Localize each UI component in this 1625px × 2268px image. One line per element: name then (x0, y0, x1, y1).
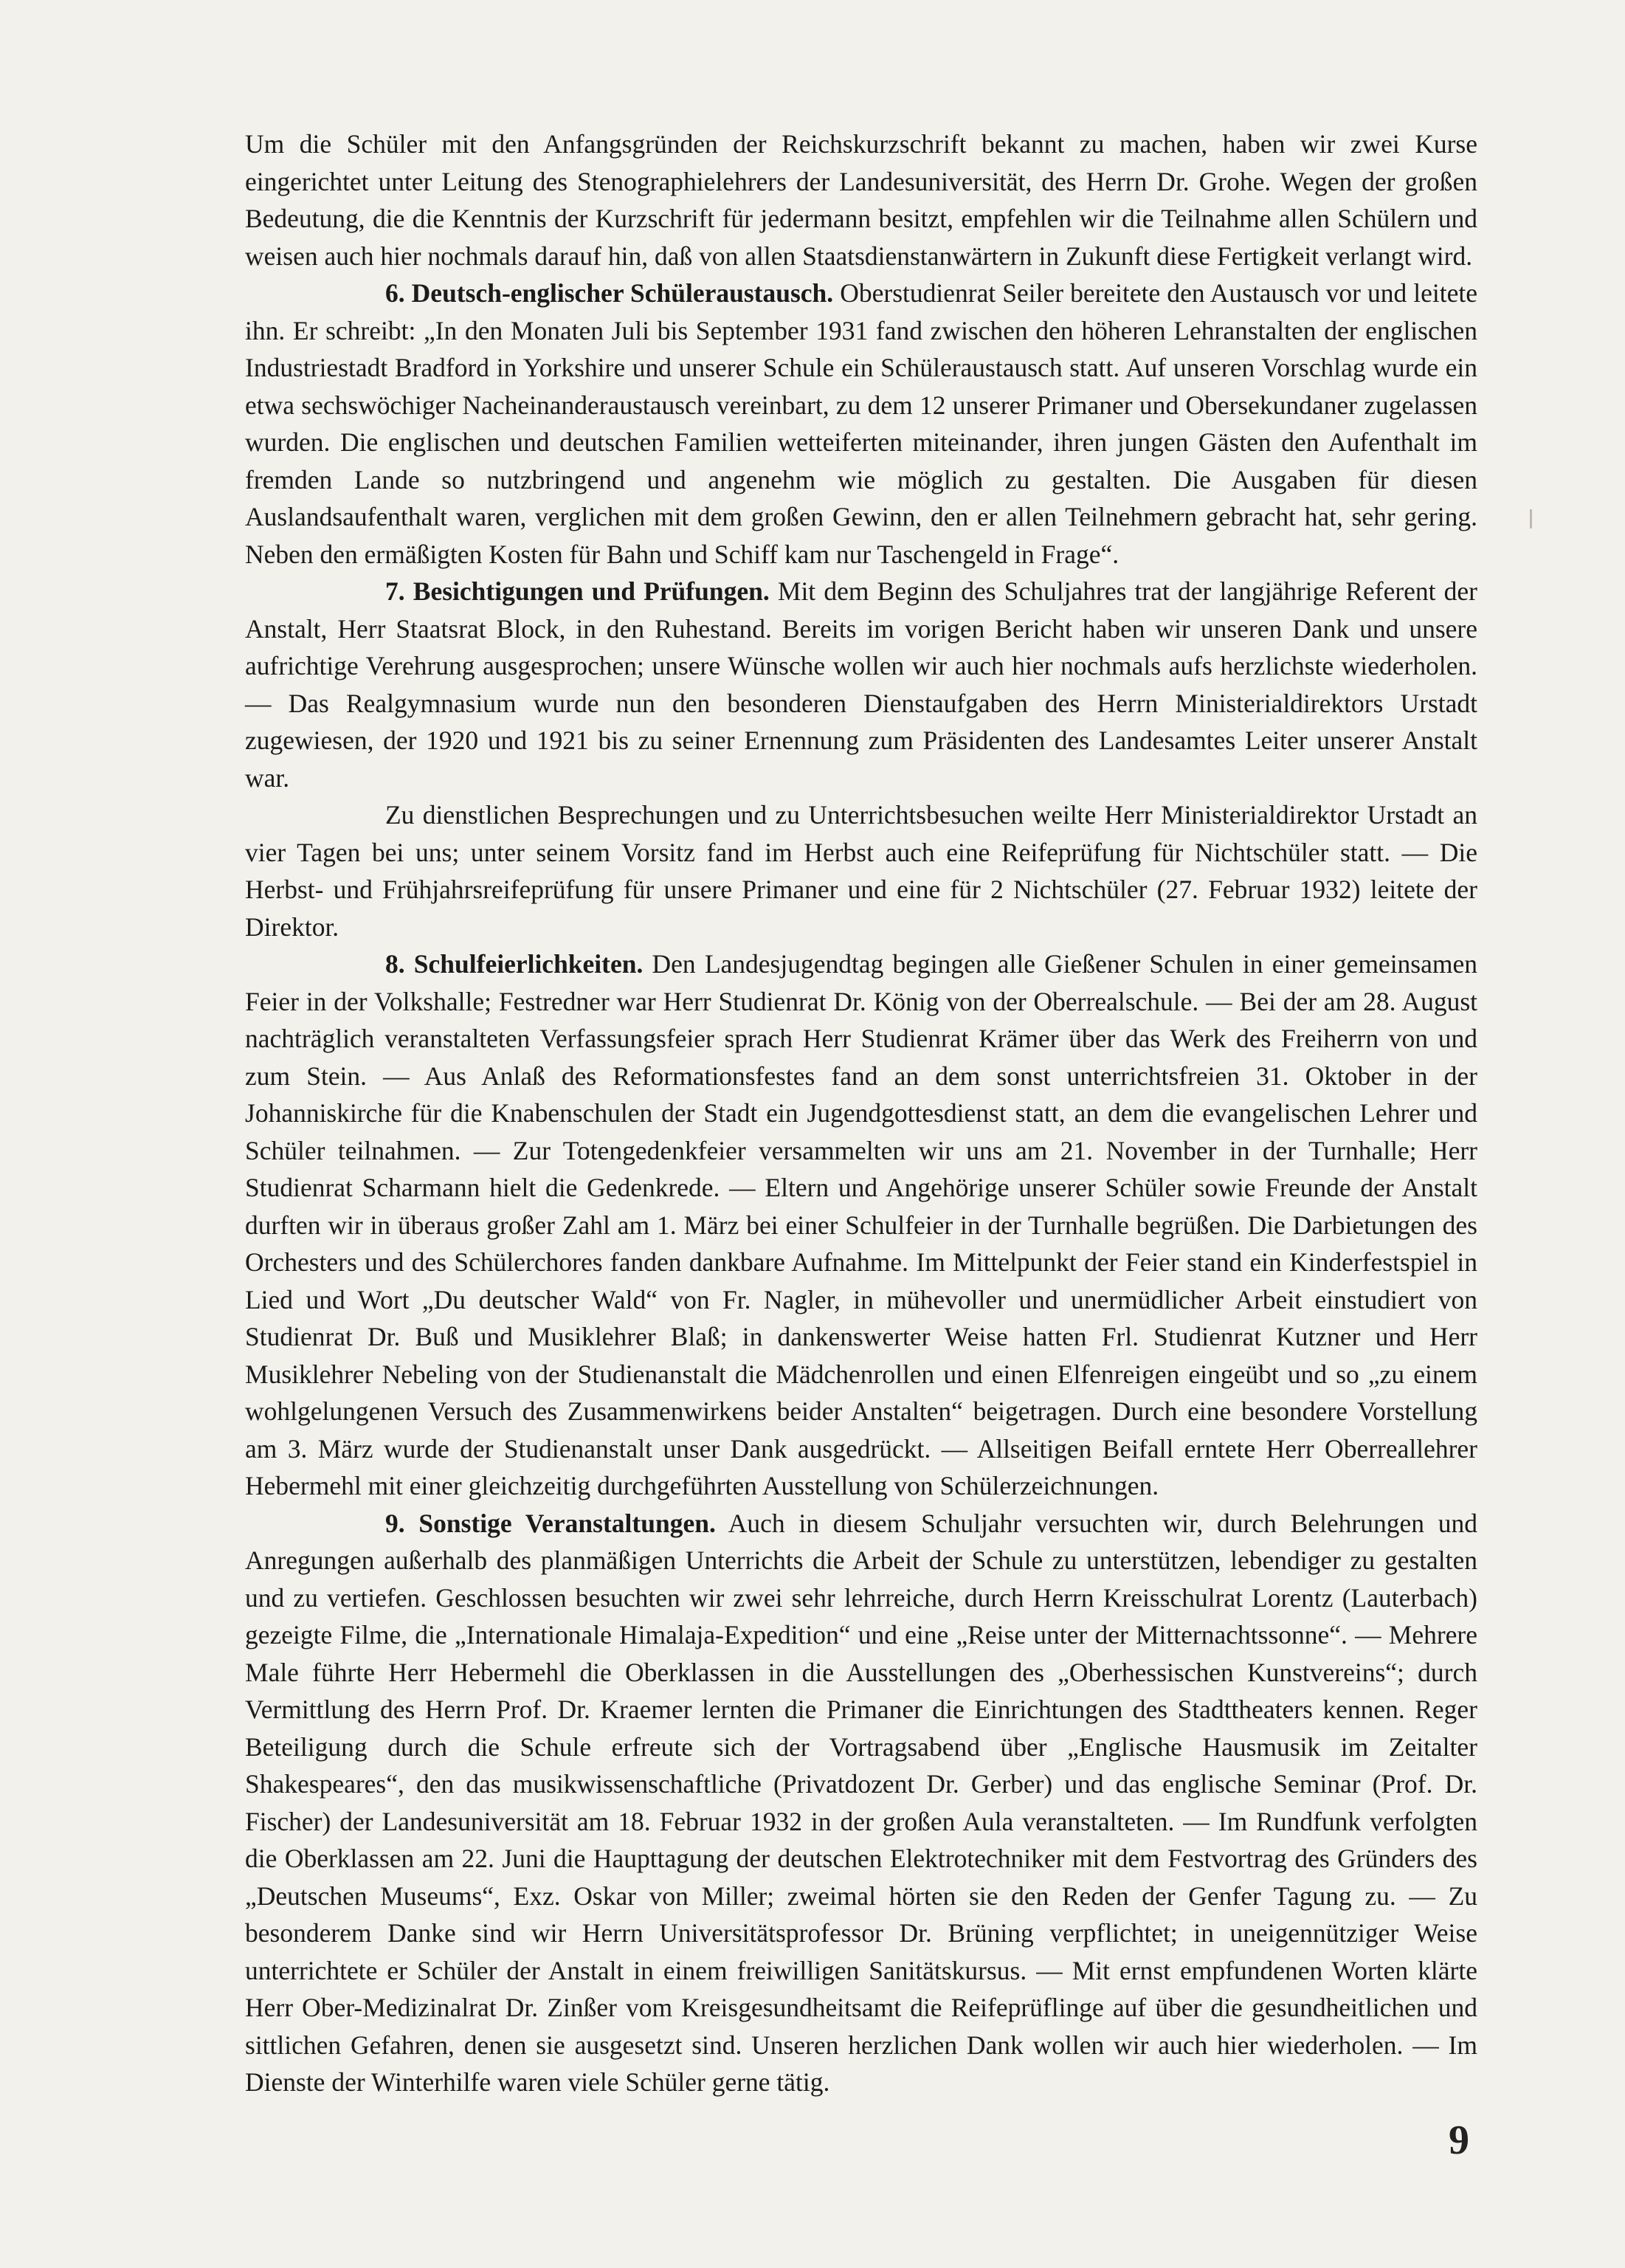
page-number: 9 (1449, 2117, 1469, 2163)
paragraph-inspections (245, 573, 1477, 796)
paragraph-meetings (245, 796, 1477, 945)
paragraph-text: Um die Schüler mit den Anfangsgründen der Reichskurzschrift bekannt zu machen, haben wir zwei Kurse eingerichtet unter Leitung des Stenographielehrers der Landesuniversität, des Herrn Dr. Grohe. Wegen der großen Bedeutung, die die Kenntnis der Kurzschrift für jedermann besitzt, empfehlen wir die Teilnahme allen Schülern und weisen auch hier nochmals darauf hin, daß von allen Staatsdienstanwärtern in Zukunft diese Fertigkeit verlangt wird. (245, 129, 1477, 271)
paragraph-text: Oberstudienrat Seiler bereitete den Austausch vor und leitete ihn. Er schreibt: „In den Monaten Juli bis September 1931 fand zwischen den höheren Lehranstalten der englischen Industriestadt Bradford in Yorkshire und unserer Schule ein Schüleraustausch statt. Auf unseren Vorschlag wurde ein etwa sechswöchiger Nacheinanderaustausch vereinbart, zu dem 12 unserer Primaner und Obersekundaner zugelassen wurden. Die englischen und deutschen Familien wetteiferten miteinander, ihren jungen Gästen den Aufenthalt im fremden Lande so nutzbringend und angenehm wie möglich zu gestalten. Die Ausgaben für diesen Auslandsaufenthalt waren, verglichen mit dem großen Gewinn, den er allen Teilnehmern gebracht hat, sehr gering. Neben den ermäßigten Kosten für Bahn und Schiff kam nur Taschengeld in Frage“. (245, 278, 1478, 569)
body-text (245, 125, 1477, 2101)
paragraph-text: Zu dienstlichen Besprechungen und zu Unterrichtsbesuchen weilte Herr Ministerialdirektor Urstadt an vier Tagen bei uns; unter seinem Vorsitz fand im Herbst auch eine Reifeprüfung für Nichtschüler statt. — Die Herbst- und Frühjahrsreifeprüfung für unsere Primaner und eine für 2 Nichtschüler (27. Februar 1932) leitete der Direktor. (245, 800, 1477, 942)
section-heading-9: 9. Sonstige Veranstaltungen. (385, 1508, 716, 1538)
paragraph-student-exchange (245, 275, 1477, 573)
paragraph-school-celebrations (245, 945, 1477, 1505)
paragraph-stenography (245, 125, 1477, 275)
paragraph-other-events (245, 1505, 1477, 2101)
section-heading-8: 8. Schulfeierlichkeiten. (385, 949, 644, 979)
section-heading-6: 6. Deutsch-englischer Schüleraustausch. (385, 278, 834, 308)
paragraph-text: Mit dem Beginn des Schuljahres trat der langjährige Referent der Anstalt, Herr Staatsrat Block, in den Ruhestand. Bereits im vorigen Bericht haben wir unseren Dank und unsere aufrichtige Verehrung ausgesprochen; unsere Wünsche wollen wir auch hier nochmals aufs herzlichste wiederholen. — Das Realgymnasium wurde nun den besonderen Dienstaufgaben des Herrn Ministerialdirektors Urstadt zugewiesen, der 1920 und 1921 bis zu seiner Ernennung zum Präsidenten des Landesamtes Leiter unserer Anstalt war. (245, 576, 1477, 793)
paragraph-text: Auch in diesem Schuljahr versuchten wir, durch Belehrungen und Anregungen außerhalb des planmäßigen Unterrichts die Arbeit der Schule zu unterstützen, lebendiger zu gestalten und zu vertiefen. Geschlossen besuchten wir zwei sehr lehrreiche, durch Herrn Kreisschulrat Lorentz (Lauterbach) gezeigte Filme, die „Internationale Himalaja-Expedition“ und eine „Reise unter der Mitternachtssonne“. — Mehrere Male führte Herr Hebermehl die Oberklassen in die Ausstellungen des „Oberhessischen Kunstvereins“; durch Vermittlung des Herrn Prof. Dr. Kraemer lernten die Primaner die Einrichtungen des Stadttheaters kennen. Reger Beteiligung durch die Schule erfreute sich der Vortragsabend über „Englische Hausmusik im Zeitalter Shakespeares“, den das musikwissenschaftliche (Privatdozent Dr. Gerber) und das englische Seminar (Prof. Dr. Fischer) der Landesuniversität am 18. Februar 1932 in der großen Aula veranstalteten. — Im Rundfunk verfolgten die Oberklassen am 22. Juni die Haupttagung der deutschen Elektrotechniker mit dem Festvortrag des Gründers des „Deutschen Museums“, Exz. Oskar von Miller; zweimal hörten sie den Reden der Genfer Tagung zu. — Zu besonderem Danke sind wir Herrn Universitätsprofessor Dr. Brüning verpflichtet; in uneigennütziger Weise unterrichtete er Schüler der Anstalt in einem freiwilligen Sanitätskursus. — Mit ernst empfundenen Worten klärte Herr Ober-Medizinalrat Dr. Zinßer vom Kreisgesundheitsamt die Reifeprüflinge auf über die gesundheitlichen und sittlichen Gefahren, denen sie ausgesetzt sind. Unseren herzlichen Dank wollen wir auch hier wiederholen. — Im Dienste der Winterhilfe waren viele Schüler gerne tätig. (245, 1508, 1478, 2097)
section-heading-7: 7. Besichtigungen und Prüfungen. (385, 576, 770, 606)
paragraph-text: Den Landesjugendtag begingen alle Gießener Schulen in einer gemeinsamen Feier in der Volkshalle; Festredner war Herr Studienrat Dr. König von der Oberrealschule. — Bei der am 28. August nachträglich veranstalteten Verfassungsfeier sprach Herr Studienrat Krämer über das Werk des Freiherrn von und zum Stein. — Aus Anlaß des Reformationsfestes fand an dem sonst unterrichtsfreien 31. Oktober in der Johanniskirche für die Knabenschulen der Stadt ein Jugendgottesdienst statt, an dem die evangelischen Lehrer und Schüler teilnahmen. — Zur Totengedenkfeier versammelten wir uns am 21. November in der Turnhalle; Herr Studienrat Scharmann hielt die Gedenkrede. — Eltern und Angehörige unserer Schüler sowie Freunde der Anstalt durften wir in überaus großer Zahl am 1. März bei einer Schulfeier in der Turnhalle begrüßen. Die Darbietungen des Orchesters und des Schülerchores fanden dankbare Aufnahme. Im Mittelpunkt der Feier stand ein Kinderfestspiel in Lied und Wort „Du deutscher Wald“ von Fr. Nagler, in mühevoller und unermüdlicher Arbeit einstudiert von Studienrat Dr. Buß und Musiklehrer Blaß; in dankenswerter Weise hatten Frl. Studienrat Kutzner und Herr Musiklehrer Nebeling von der Studienanstalt die Mädchenrollen und einen Elfenreigen eingeübt und so „zu einem wohlgelungenen Versuch des Zusammenwirkens beider Anstalten“ beigetragen. Durch eine besondere Vorstellung am 3. März wurde der Studienanstalt unser Dank ausgedrückt. — Allseitigen Beifall erntete Herr Oberreallehrer Hebermehl mit einer gleichzeitig durchgeführten Ausstellung von Schülerzeichnungen. (245, 949, 1477, 1500)
scan-mark (1530, 509, 1532, 528)
